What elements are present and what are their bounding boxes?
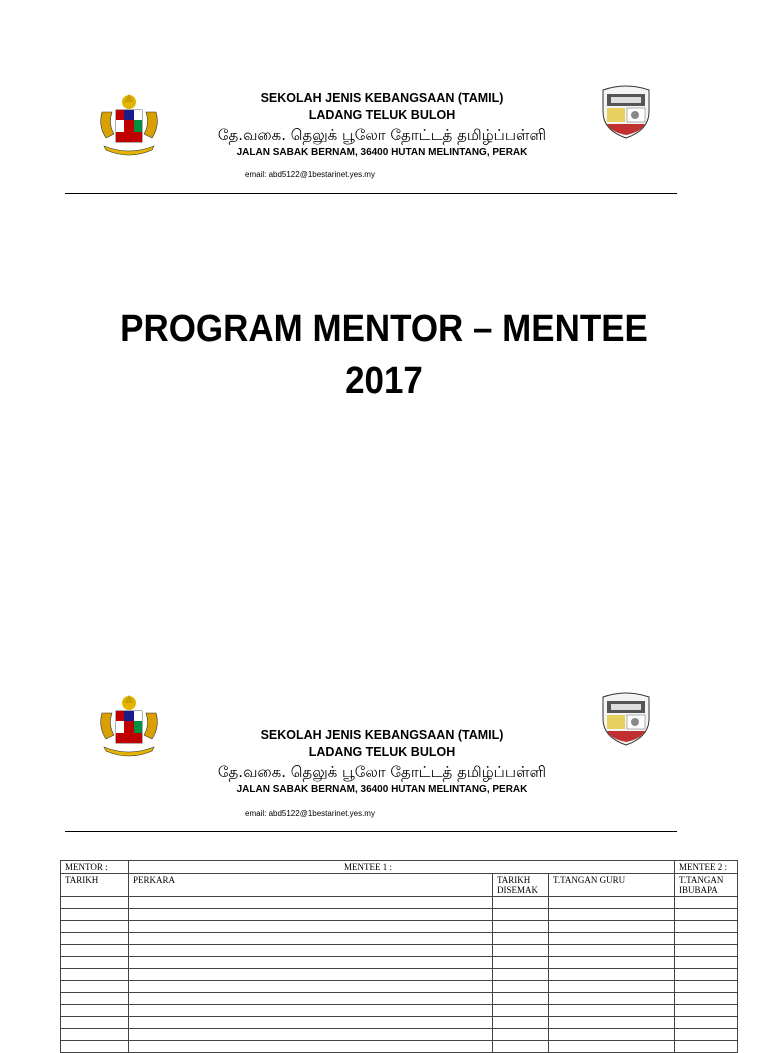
title-line-1: PROGRAM MENTOR – MENTEE	[120, 308, 648, 350]
table-cell[interactable]	[129, 1041, 493, 1053]
table-cell[interactable]	[493, 969, 549, 981]
table-cell[interactable]	[549, 1005, 675, 1017]
table-row	[61, 981, 738, 993]
table-cell[interactable]	[549, 909, 675, 921]
table-cell[interactable]	[549, 1017, 675, 1029]
table-row	[61, 933, 738, 945]
table-cell[interactable]	[129, 957, 493, 969]
table-cell[interactable]	[493, 921, 549, 933]
school-location: LADANG TELUK BULOH	[308, 745, 456, 759]
table-cell[interactable]	[129, 909, 493, 921]
table-cell[interactable]	[675, 909, 738, 921]
table-cell[interactable]	[493, 909, 549, 921]
table-cell[interactable]	[61, 1005, 129, 1017]
school-name: SEKOLAH JENIS KEBANGSAAN (TAMIL)	[260, 91, 504, 105]
table-cell[interactable]	[675, 921, 738, 933]
table-cell[interactable]	[675, 981, 738, 993]
table-cell[interactable]	[129, 945, 493, 957]
table-cell[interactable]	[61, 957, 129, 969]
table-cell[interactable]	[493, 897, 549, 909]
table-cell[interactable]	[549, 969, 675, 981]
table-row	[61, 1041, 738, 1053]
table-cell[interactable]	[549, 1029, 675, 1041]
table-cell[interactable]	[129, 969, 493, 981]
table-row	[61, 1017, 738, 1029]
school-crest-logo	[597, 82, 655, 140]
table-cell[interactable]	[129, 981, 493, 993]
header-perkara: PERKARA	[129, 874, 493, 897]
letterhead-top	[0, 78, 768, 208]
table-cell[interactable]	[493, 1017, 549, 1029]
table-cell[interactable]	[61, 1017, 129, 1029]
school-crest-logo	[597, 689, 655, 747]
letterhead-second	[0, 685, 768, 818]
table-cell[interactable]	[549, 921, 675, 933]
school-name-tamil: தே.வகை. தெலுக் பூலோ தோட்டத் தமிழ்ப்பள்ளி	[217, 763, 547, 781]
table-cell[interactable]	[549, 957, 675, 969]
table-row	[61, 957, 738, 969]
table-cell[interactable]	[61, 993, 129, 1005]
table-top-row	[61, 861, 738, 874]
header-ttangan-guru: T.TANGAN GURU	[549, 874, 675, 897]
table-cell[interactable]	[61, 969, 129, 981]
school-info	[150, 727, 614, 797]
table-cell[interactable]	[61, 909, 129, 921]
table-cell[interactable]	[549, 933, 675, 945]
header-divider	[65, 193, 677, 194]
page-title	[31, 303, 738, 407]
table-row	[61, 945, 738, 957]
table-cell[interactable]	[675, 1041, 738, 1053]
table-header-row	[61, 874, 738, 897]
table-cell[interactable]	[61, 1041, 129, 1053]
table-cell[interactable]	[549, 945, 675, 957]
school-location: LADANG TELUK BULOH	[308, 108, 456, 122]
table-cell[interactable]	[61, 1029, 129, 1041]
table-row	[61, 921, 738, 933]
table-cell[interactable]	[675, 1017, 738, 1029]
table-row	[61, 1029, 738, 1041]
table-cell[interactable]	[675, 957, 738, 969]
table-cell[interactable]	[493, 945, 549, 957]
table-cell[interactable]	[549, 897, 675, 909]
table-cell[interactable]	[129, 933, 493, 945]
table-cell[interactable]	[675, 993, 738, 1005]
table-cell[interactable]	[549, 1041, 675, 1053]
table-row	[61, 969, 738, 981]
mentee-2-label: MENTEE 2 :	[675, 861, 738, 874]
school-name-tamil: தே.வகை. தெலுக் பூலோ தோட்டத் தமிழ்ப்பள்ளி	[217, 126, 547, 144]
header-tarikh-disemak: TARIKH DISEMAK	[493, 874, 549, 897]
table-cell[interactable]	[675, 897, 738, 909]
table-cell[interactable]	[493, 1005, 549, 1017]
mentee-1-label: MENTEE 1 :	[129, 861, 675, 874]
school-name: SEKOLAH JENIS KEBANGSAAN (TAMIL)	[260, 728, 504, 742]
title-line-2: 2017	[345, 360, 423, 402]
table-cell[interactable]	[61, 921, 129, 933]
school-info	[150, 90, 614, 160]
table-cell[interactable]	[493, 933, 549, 945]
table-row	[61, 993, 738, 1005]
table-row	[61, 909, 738, 921]
table-cell[interactable]	[549, 981, 675, 993]
table-row	[61, 897, 738, 909]
table-cell[interactable]	[675, 1029, 738, 1041]
table-cell[interactable]	[129, 921, 493, 933]
school-address: JALAN SABAK BERNAM, 36400 HUTAN MELINTANG, PERAK	[236, 147, 528, 158]
table-cell[interactable]	[675, 969, 738, 981]
table-row	[61, 1005, 738, 1017]
table-cell[interactable]	[675, 1005, 738, 1017]
header-divider	[65, 831, 677, 832]
table-cell[interactable]	[493, 957, 549, 969]
table-cell[interactable]	[129, 993, 493, 1005]
table-cell[interactable]	[549, 993, 675, 1005]
table-cell[interactable]	[493, 1041, 549, 1053]
table-cell[interactable]	[675, 933, 738, 945]
header-tarikh: TARIKH	[61, 874, 129, 897]
table-cell[interactable]	[61, 933, 129, 945]
mentor-label: MENTOR :	[61, 861, 129, 874]
table-cell[interactable]	[61, 945, 129, 957]
table-cell[interactable]	[675, 945, 738, 957]
school-email: email: abd5122@1bestarinet.yes.my	[245, 809, 375, 818]
table-cell[interactable]	[61, 981, 129, 993]
school-email: email: abd5122@1bestarinet.yes.my	[245, 170, 375, 179]
header-ttangan-ibubapa: T.TANGAN IBUBAPA	[675, 874, 738, 897]
table-cell[interactable]	[493, 993, 549, 1005]
table-cell[interactable]	[493, 1029, 549, 1041]
table-cell[interactable]	[129, 897, 493, 909]
school-address: JALAN SABAK BERNAM, 36400 HUTAN MELINTANG, PERAK	[236, 784, 528, 795]
table-cell[interactable]	[61, 897, 129, 909]
table-cell[interactable]	[493, 981, 549, 993]
table-cell[interactable]	[129, 1005, 493, 1017]
mentor-log-table	[60, 860, 738, 1053]
table-cell[interactable]	[129, 1029, 493, 1041]
table-cell[interactable]	[129, 1017, 493, 1029]
